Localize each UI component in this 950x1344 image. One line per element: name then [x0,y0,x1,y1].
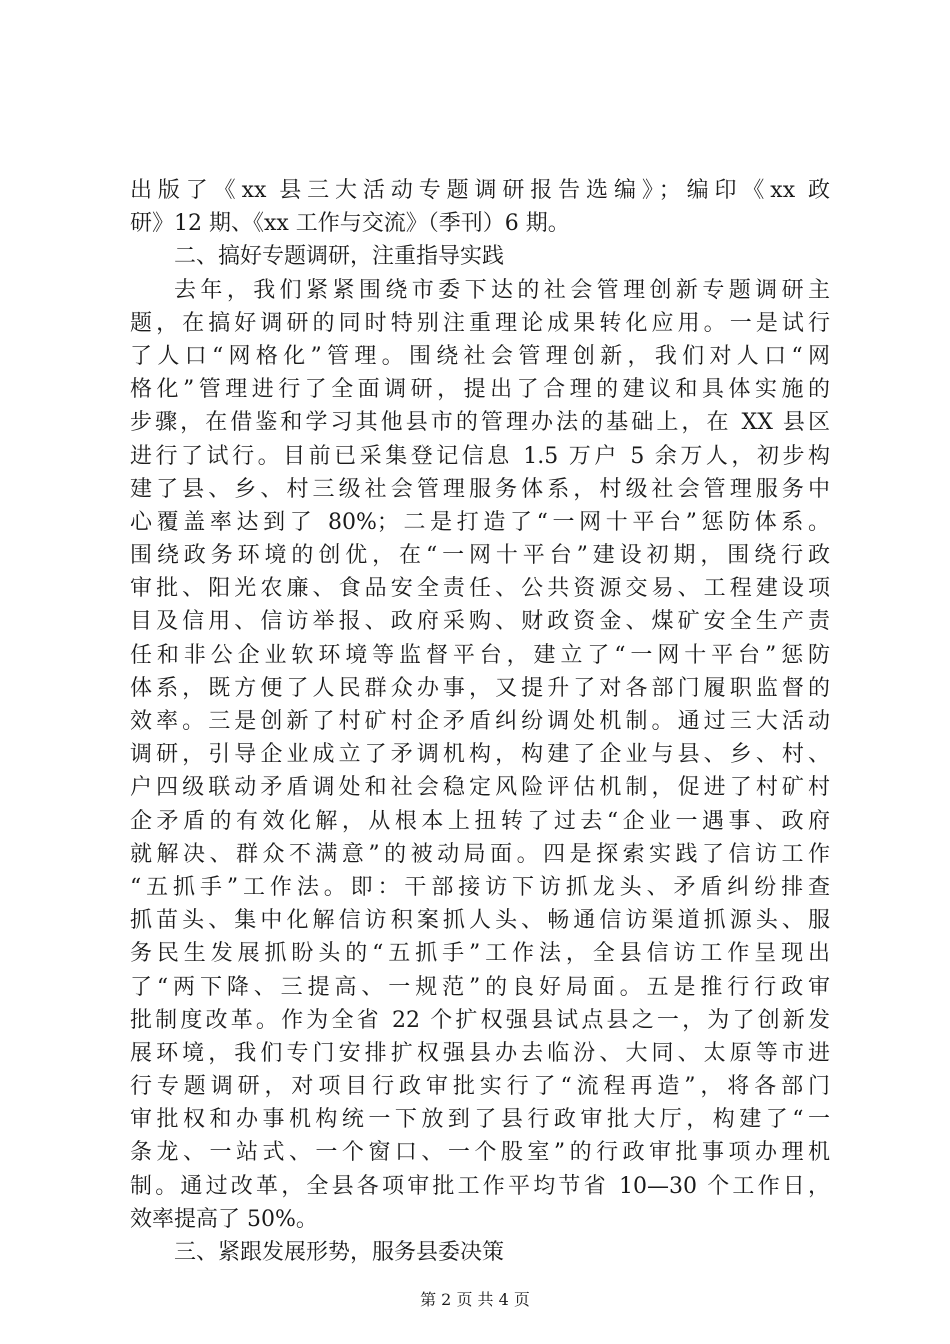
text-line: 去年，我们紧紧围绕市委下达的社会管理创新专题调研主 [174,277,830,303]
text-line: 条龙、一站式、一个窗口、一个股室”的行政审批事项办理机 [130,1140,830,1166]
text-line: 研》12 期、《xx 工作与交流》（季刊）6 期。 [130,211,570,237]
section-heading: 二、搞好专题调研，注重指导实践 [174,244,505,270]
text-line: 心覆盖率达到了 80%；二是打造了“一网十平台”惩防体系。 [130,509,830,535]
text-line: 就解决、群众不满意”的被动局面。四是探索实践了信访工作 [130,841,830,867]
text-line: 出版了《xx 县三大活动专题调研报告选编》；编印《xx 政 [130,178,830,203]
text-line: “五抓手”工作法。即：干部接访下访抓龙头、矛盾纠纷排查 [130,874,830,900]
text-line: 目及信用、信访举报、政府采购、财政资金、煤矿安全生产责 [130,609,830,635]
text-line: 户四级联动矛盾调处和社会稳定风险评估机制，促进了村矿村 [130,775,830,801]
text-line: 建了县、乡、村三级社会管理服务体系，村级社会管理服务中 [130,476,830,502]
text-line: 题，在搞好调研的同时特别注重理论成果转化应用。一是试行 [130,310,830,336]
text-line: 了“两下降、三提高、一规范”的良好局面。五是推行行政审 [130,974,830,1000]
text-line: 企矛盾的有效化解，从根本上扭转了过去“企业一遇事、政府 [130,808,830,834]
text-line: 抓苗头、集中化解信访积案抓人头、畅通信访渠道抓源头、服 [130,908,830,934]
text-line: 审批权和办事机构统一下放到了县行政审批大厅，构建了“一 [130,1107,830,1133]
text-line: 务民生发展抓盼头的“五抓手”工作法，全县信访工作呈现出 [130,941,830,967]
text-line: 体系，既方便了人民群众办事，又提升了对各部门履职监督的 [130,675,830,701]
text-line: 格化”管理进行了全面调研，提出了合理的建议和具体实施的 [130,377,830,403]
text-line: 制。通过改革，全县各项审批工作平均节省 10—30 个工作日， [130,1173,830,1199]
text-line: 效率。三是创新了村矿村企矛盾纠纷调处机制。通过三大活动 [130,709,830,734]
text-line: 效率提高了 50%。 [130,1206,318,1232]
page-footer: 第 2 页 共 4 页 [420,1290,530,1309]
text-line: 了人口“网格化”管理。围绕社会管理创新，我们对人口“网 [130,343,830,369]
text-line: 批制度改革。作为全省 22 个扩权强县试点县之一，为了创新发 [130,1007,830,1033]
text-line: 审批、阳光农廉、食品安全责任、公共资源交易、工程建设项 [130,576,830,602]
section-heading: 三、紧跟发展形势，服务县委决策 [174,1240,505,1265]
text-line: 行专题调研，对项目行政审批实行了“流程再造”，将各部门 [130,1074,830,1100]
text-line: 展环境，我们专门安排扩权强县办去临汾、大同、太原等市进 [130,1040,830,1066]
document-body [130,174,830,1269]
text-line: 调研，引导企业成立了矛调机构，构建了企业与县、乡、村、 [130,742,830,768]
text-line: 任和非公企业软环境等监督平台，建立了“一网十平台”惩防 [130,642,830,668]
text-line: 进行了试行。目前已采集登记信息 1.5 万户 5 余万人，初步构 [130,443,830,469]
text-line: 围绕政务环境的创优，在“一网十平台”建设初期，围绕行政 [130,543,830,569]
text-line: 步骤，在借鉴和学习其他县市的管理办法的基础上，在 XX 县区 [130,410,830,436]
